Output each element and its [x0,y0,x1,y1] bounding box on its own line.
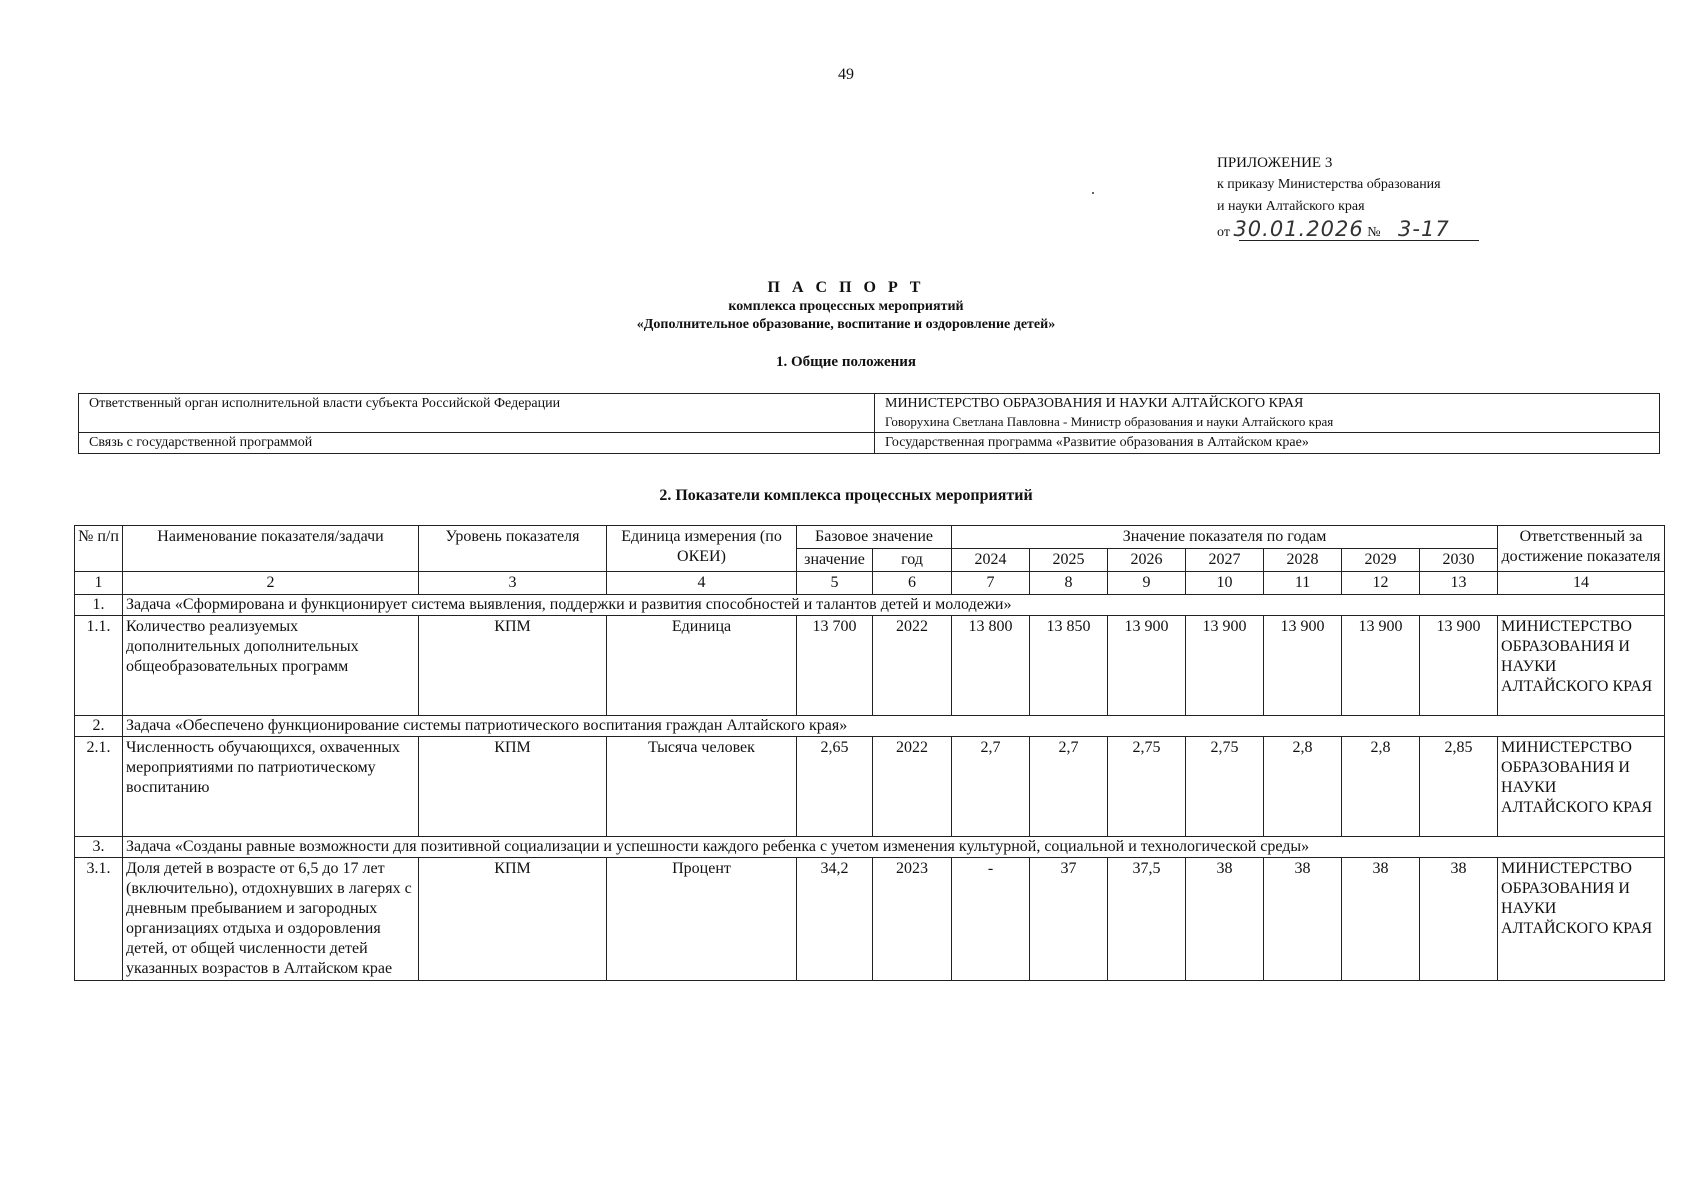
date-prefix: от [1217,225,1230,240]
base-year: 2022 [873,616,952,716]
column-number: 8 [1030,572,1108,595]
indicator-name: Численность обучающихся, охваченных мероприятиями по патриотическому воспитанию [123,737,419,837]
header-year: 2028 [1264,549,1342,572]
general-label: Ответственный орган исполнительной власти субъекта Российской Федерации [79,394,875,433]
column-number: 11 [1264,572,1342,595]
base-value: 2,65 [797,737,873,837]
base-year: 2022 [873,737,952,837]
year-value: 2,8 [1342,737,1420,837]
indicator-level: КПМ [419,616,607,716]
year-value: 13 800 [952,616,1030,716]
table-row [75,737,1665,837]
passport-subtitle: комплекса процессных мероприятий [728,299,964,314]
general-value: Государственная программа «Развитие образования в Алтайском крае» [875,433,1660,454]
header-base-value: значение [797,549,873,572]
general-label: Связь с государственной программой [79,433,875,454]
column-number: 10 [1186,572,1264,595]
year-value: 13 850 [1030,616,1108,716]
base-value: 34,2 [797,858,873,981]
appendix-block [1217,152,1450,244]
header-num: № п/п [75,526,123,572]
task-text: Задача «Обеспечено функционирование системы патриотического воспитания граждан Алтайского края» [123,716,1665,737]
task-number: 3. [75,837,123,858]
header-base: Базовое значение [797,526,952,549]
header-responsible: Ответственный за достижение показателя [1498,526,1665,572]
appendix-date-line [1217,218,1450,244]
table-row [75,616,1665,716]
year-value: 38 [1264,858,1342,981]
indicator-unit: Процент [607,858,797,981]
indicator-unit: Единица [607,616,797,716]
ministry-name: МИНИСТЕРСТВО ОБРАЗОВАНИЯ И НАУКИ АЛТАЙСКОГО КРАЯ [885,396,1304,411]
header-year: 2025 [1030,549,1108,572]
header-year: 2027 [1186,549,1264,572]
section-2-title: 2. Показатели комплекса процессных мероприятий [659,487,1033,504]
header-name: Наименование показателя/задачи [123,526,419,572]
minister-name: Говорухина Светлана Павловна - Министр образования и науки Алтайского края [885,414,1334,429]
header-base-year: год [873,549,952,572]
task-row [75,837,1665,858]
indicator-name: Количество реализуемых дополнительных дополнительных общеобразовательных программ [123,616,419,716]
column-number: 4 [607,572,797,595]
year-value: 2,8 [1264,737,1342,837]
year-value: 2,85 [1420,737,1498,837]
appendix-line-2: и науки Алтайского края [1217,199,1365,214]
header-level: Уровень показателя [419,526,607,572]
base-value: 13 700 [797,616,873,716]
year-value: - [952,858,1030,981]
year-value: 38 [1342,858,1420,981]
column-number: 9 [1108,572,1186,595]
task-number: 1. [75,595,123,616]
task-row [75,595,1665,616]
year-value: 37 [1030,858,1108,981]
page-number: 49 [838,66,854,83]
handwritten-number: 3-17 [1398,217,1450,241]
row-number: 1.1. [75,616,123,716]
header-year: 2024 [952,549,1030,572]
row-number: 3.1. [75,858,123,981]
header-unit: Единица измерения (по ОКЕИ) [607,526,797,572]
column-number: 5 [797,572,873,595]
column-number: 3 [419,572,607,595]
year-value: 13 900 [1264,616,1342,716]
column-number: 13 [1420,572,1498,595]
appendix-title: ПРИЛОЖЕНИЕ 3 [1217,155,1333,171]
header-year: 2030 [1420,549,1498,572]
year-value: 13 900 [1342,616,1420,716]
task-text: Задача «Сформирована и функционирует система выявления, поддержки и развития способностей и талантов детей и молодежи» [123,595,1665,616]
section-1-title: 1. Общие положения [775,354,917,370]
passport-title: П А С П О Р Т [767,279,925,296]
year-value: 2,75 [1186,737,1264,837]
year-value: 13 900 [1420,616,1498,716]
column-number: 14 [1498,572,1665,595]
base-year: 2023 [873,858,952,981]
date-underline [1239,240,1479,241]
year-value: 2,7 [1030,737,1108,837]
stray-dot [1092,192,1094,194]
year-value: 13 900 [1186,616,1264,716]
column-number: 6 [873,572,952,595]
appendix-line-1: к приказу Министерства образования [1217,177,1441,192]
year-value: 37,5 [1108,858,1186,981]
general-value [875,394,1660,433]
table-row [79,394,1660,433]
responsible: МИНИСТЕРСТВО ОБРАЗОВАНИЯ И НАУКИ АЛТАЙСКОГО КРАЯ [1498,616,1665,716]
year-value: 38 [1186,858,1264,981]
year-value: 38 [1420,858,1498,981]
task-text: Задача «Созданы равные возможности для позитивной социализации и успешности каждого ребенка с учетом изменения культурной, социальной и технологической среды» [123,837,1665,858]
table-row [79,433,1660,454]
row-number: 2.1. [75,737,123,837]
passport-heading [0,278,1692,334]
indicator-level: КПМ [419,737,607,837]
column-number: 12 [1342,572,1420,595]
column-number: 2 [123,572,419,595]
number-prefix: № [1367,225,1381,240]
indicator-level: КПМ [419,858,607,981]
header-year: 2026 [1108,549,1186,572]
year-value: 2,7 [952,737,1030,837]
column-number: 7 [952,572,1030,595]
handwritten-date: 30.01.2026 [1233,217,1364,241]
indicator-unit: Тысяча человек [607,737,797,837]
header-row [75,526,1665,549]
indicators-table [74,525,1665,981]
year-value: 2,75 [1108,737,1186,837]
indicator-name: Доля детей в возрасте от 6,5 до 17 лет (включительно), отдохнувших в лагерях с дневным пребыванием и загородных организациях отдыха и оздоровления детей, от общей численности детей указанных возрастов в Алтайском крае [123,858,419,981]
year-value: 13 900 [1108,616,1186,716]
responsible: МИНИСТЕРСТВО ОБРАЗОВАНИЯ И НАУКИ АЛТАЙСКОГО КРАЯ [1498,858,1665,981]
general-provisions-table [78,393,1660,454]
header-years-title: Значение показателя по годам [952,526,1498,549]
task-number: 2. [75,716,123,737]
header-year: 2029 [1342,549,1420,572]
table-row [75,858,1665,981]
passport-name: «Дополнительное образование, воспитание и оздоровление детей» [636,317,1056,332]
column-number-row [75,572,1665,595]
task-row [75,716,1665,737]
column-number: 1 [75,572,123,595]
responsible: МИНИСТЕРСТВО ОБРАЗОВАНИЯ И НАУКИ АЛТАЙСКОГО КРАЯ [1498,737,1665,837]
